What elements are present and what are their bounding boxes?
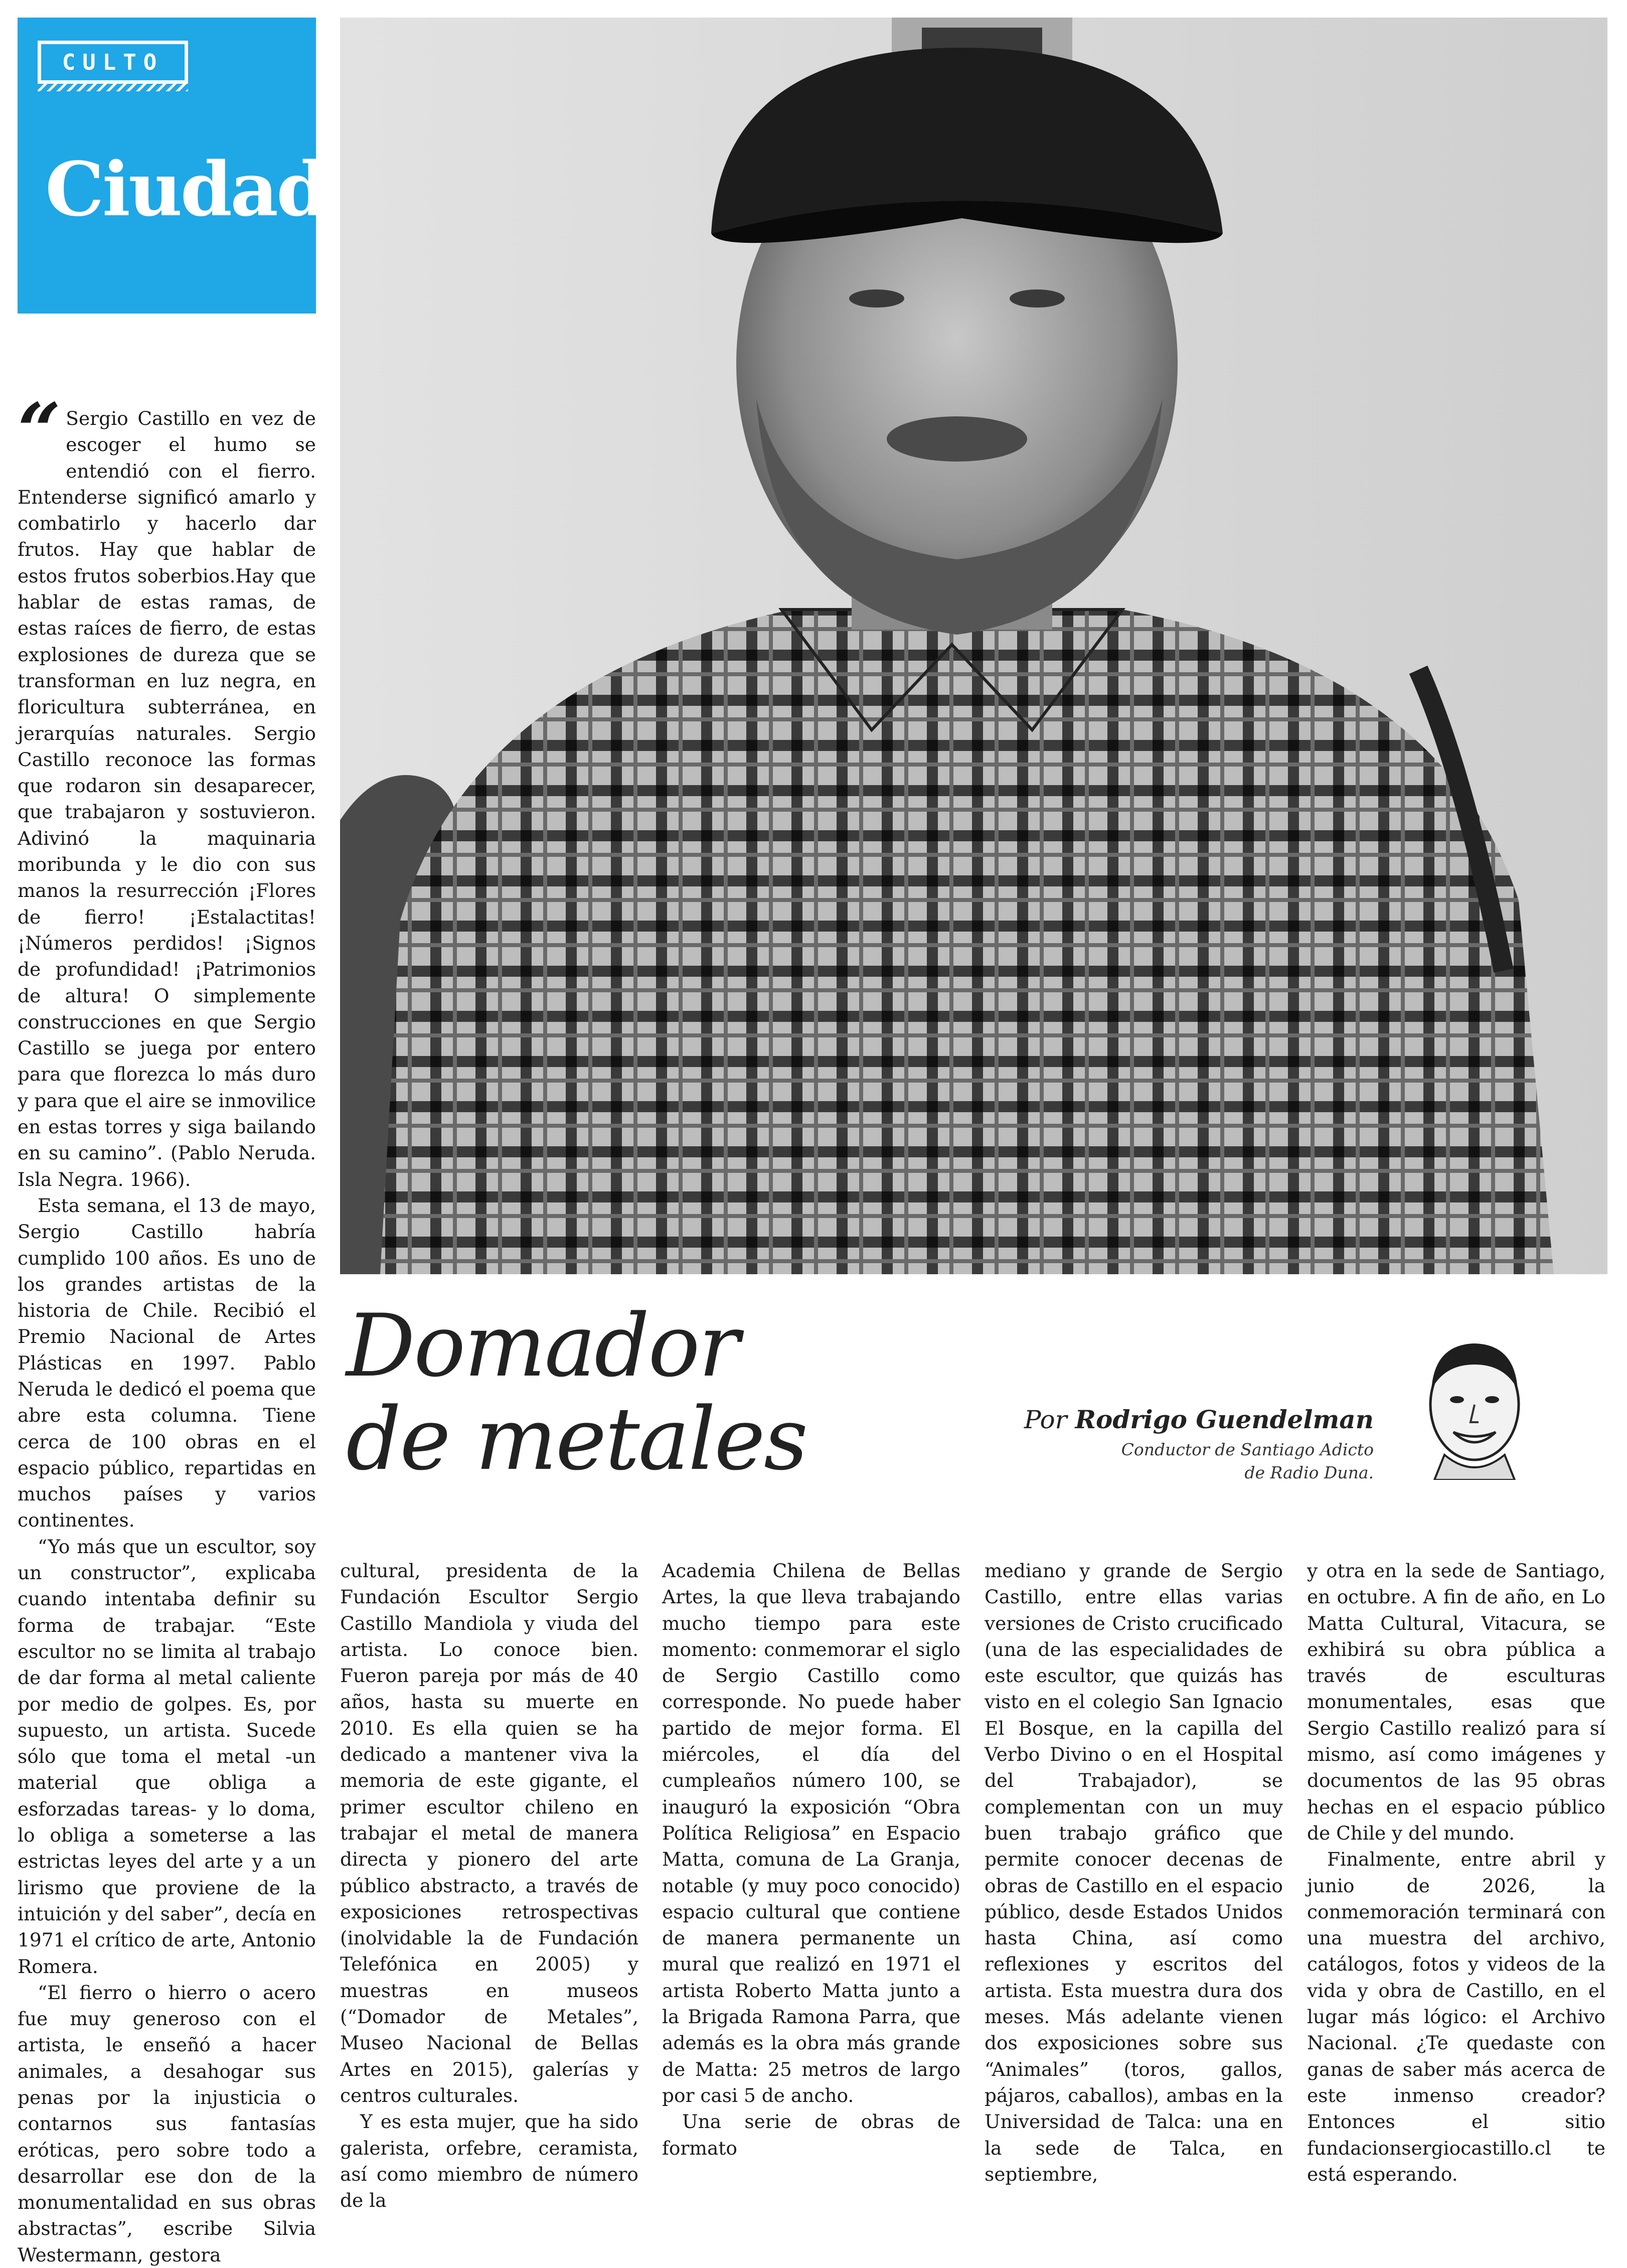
paragraph: cultural, presidenta de la Fundación Escultor Sergio Castillo Mandiola y viuda del artista. Lo conoce bien. Fueron pareja por más de 40 años, hasta su muerte en 2010. Es ella quien se ha dedicado a mantener viva la memoria de este gigante, el primer escultor chileno en trabajar el metal de manera directa y pionero del arte público abstracto, a través de exposiciones retrospectivas (inolvidable la de Fundación Telefónica en 2005) y muestras en museos (“Domador de Metales”, Museo Nacional de Bellas Artes en 2015), galerías y centros culturales. [340,1560,638,2106]
headline-line-2: de metales [346,1389,807,1489]
paragraph: Y es esta mujer, que ha sido galerista, orfebre, ceramista, así como miembro de número de la [340,2110,638,2212]
culto-logo [38,41,188,84]
paragraph: y otra en la sede de Santiago, en octubre. A fin de año, en Lo Matta Cultural, Vitacura, se exhibirá su obra pública a través de esculturas monumentales, esas que Sergio Castillo realizó para sí mismo, así como imágenes y documentos de las 95 obras hechas en el espacio público de Chile y del mundo. [1307,1560,1605,1844]
article-column-4 [1307,1558,1605,2187]
portrait-photo [340,18,1607,1274]
paragraph: “Yo más que un escultor, soy un constructor”, explicaba cuando intentaba definir su forma de trabajar. “Este escultor no se limita al trabajo de dar forma al metal caliente por medio de golpes. Es, por supuesto, un artista. Sucede sólo que toma el metal -un material que obliga a esforzadas tareas- y lo doma, lo obliga a someterse a las estrictas leyes del arte y a un lirismo que proviene de la intuición y del saber”, decía en 1971 el crítico de arte, Antonio Romera. [18,1535,316,1978]
author-avatar [1414,1329,1535,1480]
author-name: Rodrigo Guendelman [1075,1405,1374,1434]
author-desc-line-2: de Radio Duna. [1244,1463,1374,1482]
byline-block [922,1405,1374,1484]
article-column-1 [340,1558,638,2213]
paragraph: Finalmente, entre abril y junio de 2026, la conmemoración terminará con una muestra del archivo, catálogos, fotos y videos de la vida y obra de Castillo, en el lugar más lógico: el Archivo Nacional. ¿Te quedaste con ganas de saber más acerca de este inmenso creador? Entonces el sitio fundacionsergiocastillo.cl te está esperando. [1307,1848,1605,2185]
logo-stripes [38,80,188,91]
author-description [922,1438,1374,1484]
paragraph: Esta semana, el 13 de mayo, Sergio Castillo habría cumplido 100 años. Es uno de los grandes artistas de la historia de Chile. Recibió el Premio Nacional de Artes Plásticas en 1997. Pablo Neruda le dedicó el poema que abre esta columna. Tiene cerca de 100 obras en el espacio público, repartidas en muchos países y varios continentes. [18,1194,316,1532]
paragraph: mediano y grande de Sergio Castillo, entre ellas varias versiones de Cristo crucificado (una de las especialidades de este escultor, que quizás has visto en el colegio San Ignacio El Bosque, en la capilla del Verbo Divino o en el Hospital del Trabajador), se complementan con un muy buen trabajo gráfico que permite conocer decenas de obras de Castillo en el espacio público, desde Estados Unidos hasta China, así como reflexiones y escritos del artista. Esta muestra dura dos meses. Más adelante vienen dos exposiciones sobre sus “Animales” (toros, gallos, pájaros, caballos), ambas en la Universidad de Talca: una en la sede de Talca, en septiembre, [985,1560,1283,2185]
culto-label: CULTO [62,49,164,75]
byline-prefix: Por [1024,1405,1067,1434]
article-headline [346,1295,948,1489]
paragraph-text: Sergio Castillo en vez de escoger el humo se entendió con el fierro. Entenderse significó amarlo y combatirlo y hacerlo dar frutos. Hay que hablar de estos frutos soberbios.Hay que hablar de estas ramas, de estas raíces de fierro, de estas explosiones de dureza que se transforman en luz negra, en floricultura subterránea, en jerarquías naturales. Sergio Castillo reconoce las formas que rodaron sin desaparecer, que trabajaron y sostuvieron. Adivinó la maquinaria moribunda y le dio con sus manos la resurrección ¡Flores de fierro! ¡Estalactitas! ¡Números perdidos! ¡Signos de profundidad! ¡Patrimonios de altura! O simplemente construcciones en que Sergio Castillo se juega por entero para que florezca lo más duro y para que el aire se inmovilice en estas torres y siga bailando en su camino”. (Pablo Neruda. Isla Negra. 1966). [18,407,316,1190]
paragraph [18,387,316,1192]
author-desc-line-1: Conductor de Santiago Adicto [1121,1440,1374,1459]
paragraph: Una serie de obras de formato [662,2110,960,2159]
headline-line-1: Domador [346,1295,738,1396]
byline [922,1405,1374,1434]
opening-quote-mark: “ [18,387,61,475]
article-column-3 [985,1558,1283,2187]
paragraph: “El fierro o hierro o acero fue muy generoso con el artista, le enseñó a hacer animales, a desahogar sus penas por la injusticia o contarnos sus fantasías eróticas, pero sobre todo a desarrollar ese don de la monumentalidad en sus obras abstractas”, escribe Silvia Westermann, gestora [18,1981,316,2266]
article-column-left [18,387,316,2268]
article-column-2 [662,1558,960,2161]
section-title: Ciudad [45,145,327,233]
section-header [18,18,327,314]
paragraph: Academia Chilena de Bellas Artes, la que lleva trabajando mucho tiempo para este momento: conmemorar el siglo de Sergio Castillo como corresponde. No puede haber partido de mejor forma. El miércoles, el día del cumpleaños número 100, se inauguró la exposición “Obra Política Religiosa” en Espacio Matta, comuna de La Granja, notable (y muy poco conocido) espacio cultural que contiene de manera permanente un mural que realizó en 1971 el artista Roberto Matta junto a la Brigada Ramona Parra, que además es la obra más grande de Matta: 25 metros de largo por casi 5 de ancho. [662,1560,960,2106]
portrait-photo-icon [340,18,1607,1274]
